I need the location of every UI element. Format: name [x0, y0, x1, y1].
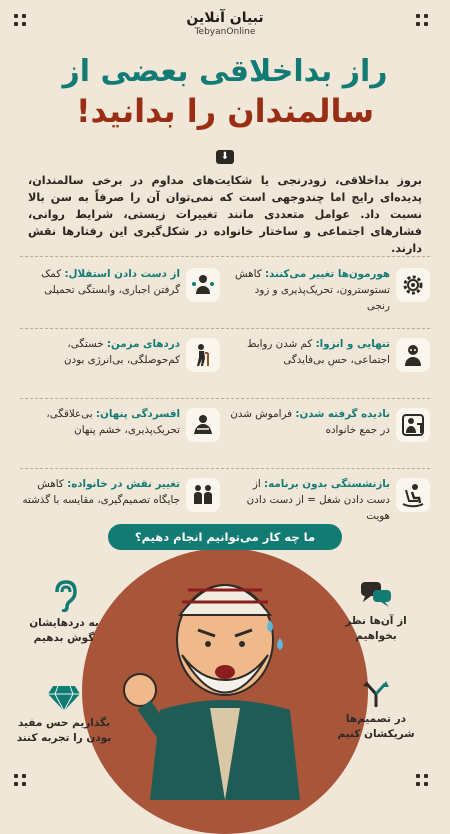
factor-body: از دست دادن شغل = از دست دادن هویت	[246, 478, 390, 522]
dependence-icon	[186, 268, 220, 302]
factor-heading: نادیده گرفته شدن:	[295, 408, 390, 420]
corner-ornament	[416, 774, 436, 794]
tip-share-decisions	[326, 678, 426, 742]
factor-heading: از دست دادن استقلال:	[64, 268, 180, 280]
depressed-person-icon	[186, 408, 220, 442]
tip-feel-useful	[14, 684, 114, 746]
angry-elderly-man-illustration	[120, 560, 330, 800]
factor-heading: تنهایی و انزوا:	[315, 338, 390, 350]
factor-loneliness	[230, 334, 430, 394]
chat-icon	[359, 580, 393, 610]
factor-body: کم شدن روابط اجتماعی، حس بی‌فایدگی	[246, 338, 390, 366]
diamond-icon	[47, 684, 81, 712]
factor-independence	[20, 264, 220, 324]
factor-body: فراموش شدن در جمع خانواده	[230, 408, 390, 436]
factor-heading: افسردگی پنهان:	[95, 408, 180, 420]
tip-text: بگذاریم حس مفید بودن را تجربه کنند	[16, 717, 112, 744]
elderly-cane-icon	[186, 338, 220, 372]
factor-body: کاهش تستوسترون، تحریک‌پذیری و زود رنجی	[235, 268, 390, 312]
down-arrow-icon: ⬇	[216, 150, 234, 164]
tip-text: به دردهایشان گوش بدهیم	[29, 617, 99, 644]
tip-ask-opinion	[326, 580, 426, 644]
tip-listen	[14, 580, 114, 646]
factor-heading: تغییر نقش در خانواده:	[67, 478, 180, 490]
factor-hidden-depression	[20, 404, 220, 464]
factor-body: خستگی، کم‌حوصلگی، بی‌انرژی بودن	[64, 338, 180, 366]
elderly-couple-icon	[186, 478, 220, 512]
factor-body: کمک گرفتن اجباری، وابستگی تحمیلی	[41, 268, 180, 296]
brand-name-fa: تبیان آنلاین	[186, 10, 264, 26]
factor-heading: دردهای مزمن:	[106, 338, 180, 350]
intro-paragraph: بروز بداخلاقی، زودرنجی یا شکایت‌های مداوم در برخی سالمندان، پدیده‌ای رایج اما چندوجهی است که نمی‌توان آن را صرفاً به سن بالا نسبت داد. عوامل متعددی مانند تغییرات زیستی، شرایط روانی، فشارهای اجتماعی و ساختار خانواده در شکل‌گیری این رفتارها نقش دارند.	[28, 174, 422, 255]
factor-body: کاهش جایگاه تصمیم‌گیری، مقایسه با گذشته	[22, 478, 180, 506]
title-line-1: راز بداخلاقی بعضی از	[62, 54, 388, 89]
rocking-chair-icon	[396, 478, 430, 512]
factor-heading: هورمون‌ها تغییر می‌کنند:	[264, 268, 390, 280]
factor-hormones	[230, 264, 430, 324]
brand-name-en: TebyanOnline	[194, 27, 256, 37]
lonely-icon	[396, 338, 430, 372]
branch-arrows-icon	[359, 678, 393, 708]
factor-heading: بازنشستگی بدون برنامه:	[263, 478, 390, 490]
tip-text: در تصمیم‌ها شریکشان کنیم	[337, 713, 415, 740]
ear-icon	[49, 580, 79, 612]
corner-ornament	[14, 774, 34, 794]
factor-body: بی‌علاقگی، تحریک‌پذیری، خشم پنهان	[46, 408, 180, 436]
tip-text: از آن‌ها نظر بخواهیم	[345, 615, 407, 642]
factor-ignored	[230, 404, 430, 464]
brand-logo	[0, 10, 450, 37]
gear-icon	[396, 268, 430, 302]
ignored-person-icon	[396, 408, 430, 442]
title-line-2: سالمندان را بدانید!	[75, 92, 375, 130]
factor-chronic-pain	[20, 334, 220, 394]
cta-banner: ما چه کار می‌توانیم انجام دهیم؟	[108, 524, 342, 550]
